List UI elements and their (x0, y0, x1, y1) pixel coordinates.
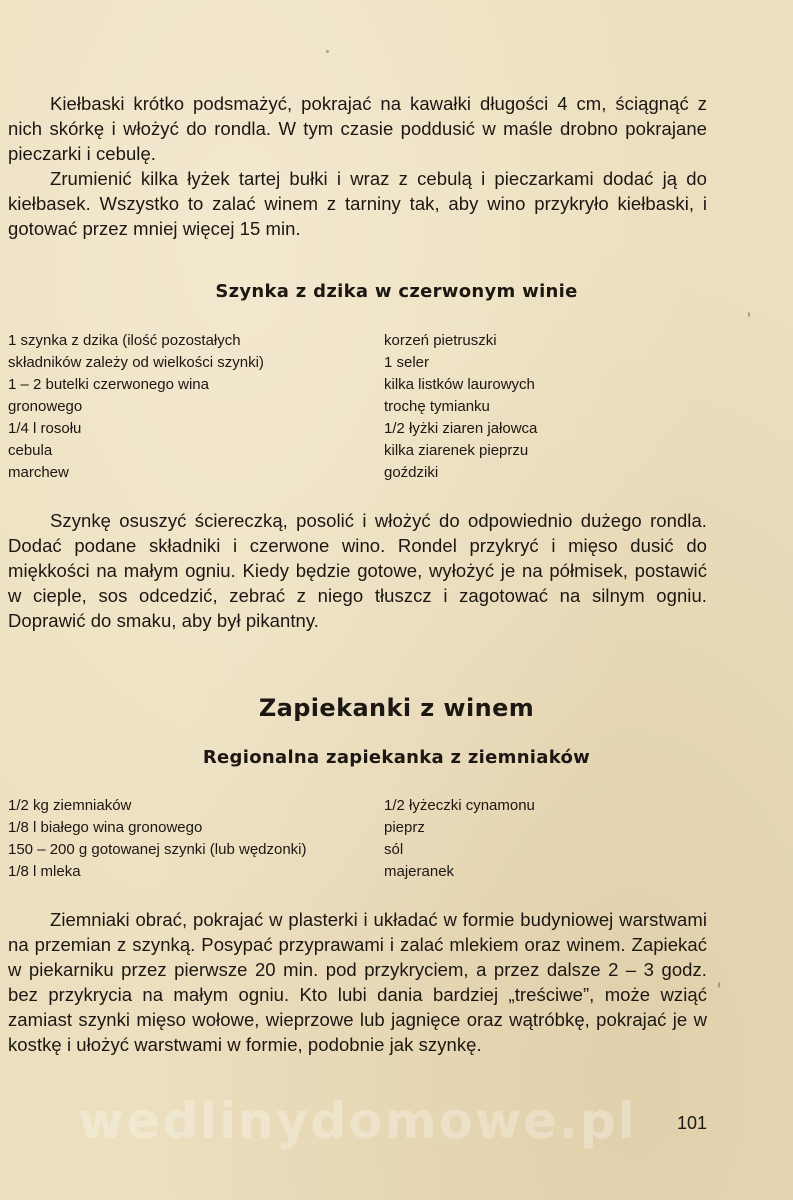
recipe-instructions-szynka: Szynkę osuszyć ściereczką, posolić i włożyć do odpowiednio dużego rondla. Dodać podane składniki i czerwone wino. Rondel przykryć i mięso dusić do miękkości na małym ogniu. Kiedy będzie gotowe, wyłożyć je na półmisek, postawić w cieple, sos odcedzić, zebrać z niego tłuszcz i zagotować na silnym ogniu. Doprawić do smaku, aby był pikantny. (8, 510, 707, 631)
ingredient-item: 150 – 200 g gotowanej szynki (lub wędzonki) (8, 841, 307, 858)
ingredient-item: 1/2 kg ziemniaków (8, 797, 132, 814)
intro-paragraph-2: Zrumienić kilka łyżek tartej bułki i wraz z cebulą i pieczarkami dodać ją do kiełbasek. Wszystko to zalać winem z tarniny tak, aby wino przykryło kiełbaski, i gotować przez mniej więcej 15 min. (8, 168, 707, 239)
ingredient-item: pieprz (384, 819, 425, 836)
ingredient-item: 1 – 2 butelki czerwonego wina (8, 376, 209, 393)
ingredient-item: goździki (384, 464, 439, 481)
page-number: 101 (676, 1113, 707, 1133)
ingredients-left-column (8, 330, 264, 484)
ingredient-item: kilka ziarenek pieprzu (384, 442, 529, 459)
recipe-title-zapiekanka: Regionalna zapiekanka z ziemniaków (202, 747, 591, 768)
ingredient-item: cebula (8, 442, 53, 459)
ingredient-item: 1/2 łyżki ziaren jałowca (384, 420, 538, 437)
ingredient-item: 1/8 l mleka (8, 863, 81, 880)
paper-speck (326, 50, 329, 53)
ingredient-item: 1 seler (384, 354, 430, 371)
paper-speck (748, 312, 750, 317)
ingredients-left-column (8, 795, 307, 883)
ingredient-item: 1/2 łyżeczki cynamonu (384, 797, 535, 814)
ingredient-item: korzeń pietruszki (384, 332, 497, 349)
ingredient-item: 1 szynka z dzika (ilość pozostałych (8, 332, 241, 349)
intro-paragraph-1: Kiełbaski krótko podsmażyć, pokrajać na kawałki długości 4 cm, ściągnąć z nich skórkę i włożyć do rondla. W tym czasie poddusić w maśle drobno pokrajane pieczarki i cebulę. (8, 93, 707, 164)
paper-speck (718, 982, 720, 988)
ingredient-item: sól (384, 841, 404, 858)
ingredients-right-column (384, 795, 535, 883)
ingredient-item: 1/8 l białego wina gronowego (8, 819, 203, 836)
ingredient-item: kilka listków laurowych (384, 376, 535, 393)
watermark: wedlinydomowe.pl (78, 1092, 637, 1150)
recipe-instructions-zapiekanka: Ziemniaki obrać, pokrajać w plasterki i układać w formie budyniowej warstwami na przemian z szynką. Posypać przyprawami i zalać mlekiem oraz winem. Zapiekać w piekarniku przez pierwsze 20 min. pod przykryciem, a przez dalsze 2 – 3 godz. bez przykrycia na małym ogniu. Kto lubi dania bardziej „treściwe”, może wziąć zamiast szynki mięso wołowe, wieprzowe lub jagnięce oraz wątróbkę, pokrajać je w kostkę i ułożyć warstwami w formie, podobnie jak szynkę. (8, 909, 707, 1055)
ingredient-item: trochę tymianku (384, 398, 490, 415)
ingredients-right-column (384, 330, 537, 484)
ingredient-item: składników zależy od wielkości szynki) (8, 354, 264, 371)
ingredient-item: marchew (8, 464, 69, 481)
ingredient-item: majeranek (384, 863, 455, 880)
ingredient-item: 1/4 l rosołu (8, 420, 82, 437)
ingredient-item: gronowego (8, 398, 83, 415)
section-title: Zapiekanki z winem (258, 694, 535, 722)
recipe-title-szynka: Szynka z dzika w czerwonym winie (215, 281, 578, 302)
